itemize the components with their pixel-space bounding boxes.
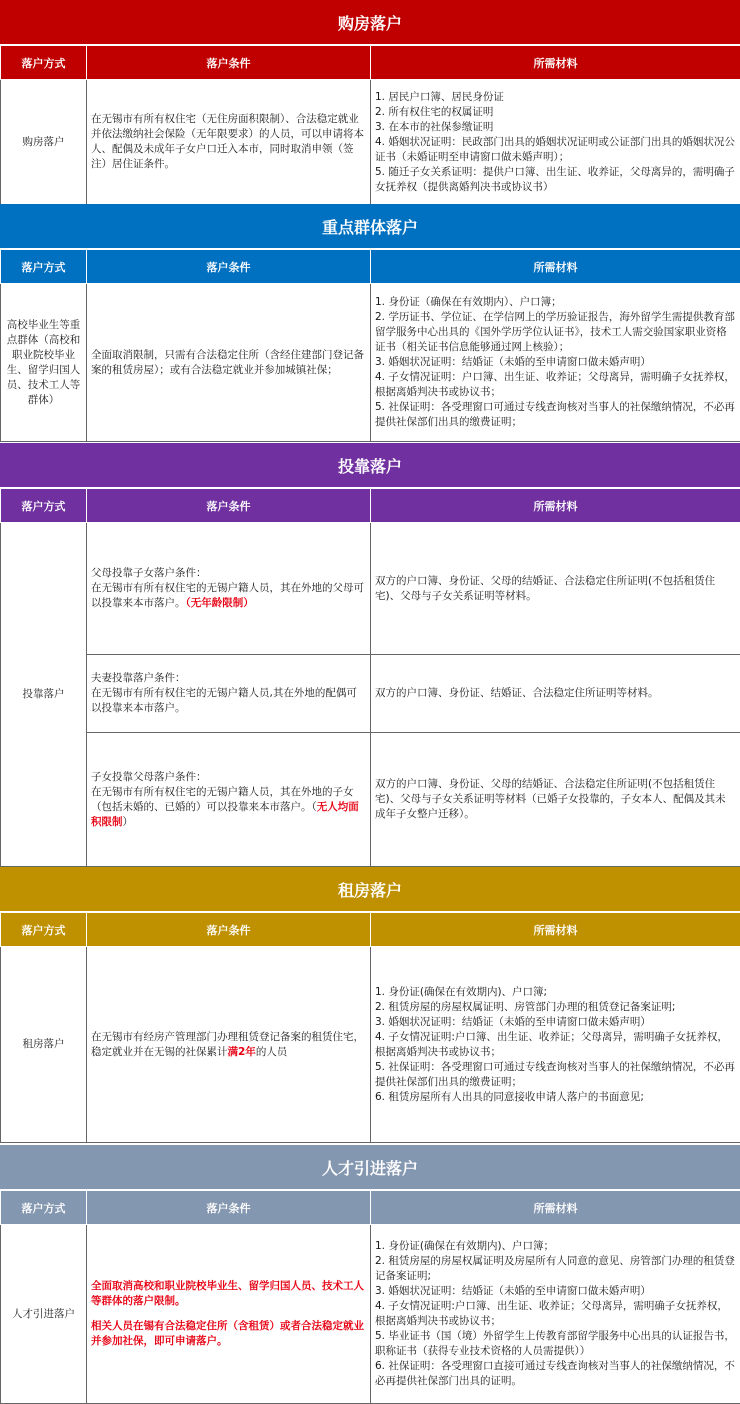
method-cell: 购房落户 — [1, 80, 87, 205]
material-line: 3. 在本市的社保参缴证明 — [375, 120, 494, 133]
header-condition: 落户条件 — [87, 913, 371, 947]
material-line: 5. 社保证明：各受理窗口可通过专线查询核对当事人的社保缴纳情况，不必再提供社保部们出具的缴费证明； — [375, 1060, 735, 1088]
condition-intro: 父母投靠子女落户条件： — [91, 567, 207, 579]
condition-intro: 夫妻投靠落户条件： — [91, 672, 186, 684]
condition-highlight: 无人均面积限制 — [91, 800, 359, 828]
method-cell: 投靠落户 — [1, 523, 87, 867]
material-line: 5. 社保证明：各受理窗口可通过专线查询核对当事人的社保缴纳情况，不必再提供社保部们出具的缴费证明； — [375, 401, 735, 428]
condition-text: 在无锡市有所有权住宅的无锡户籍人员，其在外地的父母可以投靠来本市落户。 — [91, 582, 364, 609]
header-condition: 落户条件 — [87, 250, 371, 284]
section-dependent — [0, 443, 740, 867]
header-method: 落户方式 — [1, 913, 87, 947]
table-row — [1, 523, 740, 655]
section-title: 投靠落户 — [0, 443, 740, 488]
materials-cell — [371, 284, 740, 442]
material-line: 2. 租赁房屋的房屋权属证明、房管部门办理的租赁登记备案证明; — [375, 1000, 676, 1013]
condition-text: 在无锡市有经房产管理部门办理租赁登记备案的租赁住宅，稳定就业并在无锡的社保累计 — [91, 1030, 364, 1058]
condition-highlight: 相关人员在锡有合法稳定住所（含租赁）或者合法稳定就业并参加社保，即可申请落户。 — [91, 1320, 364, 1347]
material-line: 1. 居民户口簿、居民身份证 — [375, 90, 504, 103]
header-row — [1, 250, 740, 284]
materials-cell: 双方的户口簿、身份证、父母的结婚证、合法稳定住所证明(不包括租赁住宅)、父母与子女关系证明等材料。 — [371, 523, 740, 655]
material-line: 2. 租赁房屋的房屋权属证明及房屋所有人同意的意见、房管部门办理的租赁登记备案证明; — [375, 1255, 735, 1282]
header-method: 落户方式 — [1, 46, 87, 80]
header-materials: 所需材料 — [371, 46, 740, 80]
policy-table — [0, 912, 740, 1143]
method-cell: 人才引进落户 — [1, 1225, 87, 1404]
material-line: 3. 婚姻状况证明：结婚证（未婚的至申请窗口做未婚声明） — [375, 1015, 651, 1028]
table-row — [1, 655, 740, 733]
policy-table — [0, 45, 740, 205]
header-materials: 所需材料 — [371, 1191, 740, 1225]
material-line: 5. 毕业证书（国（境）外留学生上传教育部留学服务中心出具的认证报告书，职称证书（获得专业技术资格的人员需提供）） — [375, 1330, 735, 1357]
section-rental — [0, 867, 740, 1143]
material-line: 2. 所有权住宅的权属证明 — [375, 105, 494, 118]
condition-cell — [87, 733, 371, 867]
header-row — [1, 46, 740, 80]
header-method: 落户方式 — [1, 489, 87, 523]
table-row — [1, 1225, 740, 1404]
materials-cell — [371, 1225, 740, 1404]
material-line: 5. 随迁子女关系证明：提供户口簿、出生证、收养证，父母离异的，需明确子女抚养权（提供离婚判决书或协议书） — [375, 165, 735, 193]
condition-cell: 全面取消限制，只需有合法稳定住所（含经住建部门登记备案的租赁房屋）；或有合法稳定就业并参加城镇社保； — [87, 284, 371, 442]
header-condition: 落户条件 — [87, 489, 371, 523]
material-line: 1. 身份证(确保在有效期内)、户口簿； — [375, 1240, 555, 1252]
header-condition: 落户条件 — [87, 46, 371, 80]
section-title: 人才引进落户 — [0, 1145, 740, 1190]
header-row — [1, 489, 740, 523]
section-title: 租房落户 — [0, 867, 740, 912]
material-line: 3. 婚姻状况证明：结婚证（未婚的至申请窗口做未婚声明） — [375, 1285, 651, 1297]
materials-cell — [371, 80, 740, 205]
policy-table — [0, 488, 740, 867]
condition-tail: 的人员 — [255, 1045, 288, 1058]
condition-cell — [87, 947, 371, 1143]
policy-table — [0, 249, 740, 442]
condition-highlight: 全面取消高校和职业院校毕业生、留学归国人员、技术工人等群体的落户限制。 — [91, 1280, 364, 1307]
condition-tail: ） — [122, 815, 133, 828]
condition-text: 在无锡市有所有权住宅的无锡户籍人员,其在外地的配偶可以投靠来本市落户。 — [91, 687, 357, 714]
header-row — [1, 1191, 740, 1225]
condition-text: 在无锡市有所有权住宅的无锡户籍人员，其在外地的子女（包括未婚的、已婚的）可以投靠来本市落户。（ — [91, 785, 354, 813]
header-row — [1, 913, 740, 947]
header-materials: 所需材料 — [371, 489, 740, 523]
material-line: 4. 子女情况证明:户口簿、出生证、收养证；父母离异，需明确子女抚养权，根据离婚判决书或协议书； — [375, 1300, 728, 1327]
materials-cell: 双方的户口簿、身份证、父母的结婚证、合法稳定住所证明(不包括租赁住宅)、父母与子女关系证明等材料（已婚子女投靠的，子女本人、配偶及其未成年子女整户迁移）。 — [371, 733, 740, 867]
condition-cell — [87, 655, 371, 733]
material-line: 2. 学历证书、学位证、在学信网上的学历验证报告，海外留学生需提供教育部留学服务中心出具的《国外学历学位认证书》，技术工人需交验国家职业资格证书（相关证书信息能够通过网上核验）； — [375, 311, 735, 353]
material-line: 6. 租赁房屋所有人出具的同意接收申请人落户的书面意见; — [375, 1090, 644, 1103]
condition-intro: 子女投靠父母落户条件： — [91, 770, 207, 783]
section-key-groups — [0, 204, 740, 442]
condition-cell: 在无锡市有所有权住宅（无住房面积限制）、合法稳定就业并依法缴纳社会保险（无年限要求）的人员，可以申请将本人、配偶及未成年子女户口迁入本市，同时取消申领（签注）居住证条件。 — [87, 80, 371, 205]
condition-cell — [87, 1225, 371, 1404]
material-line: 3. 婚姻状况证明：结婚证（未婚的至申请窗口做未婚声明） — [375, 356, 651, 368]
table-row — [1, 947, 740, 1143]
policy-table — [0, 1190, 740, 1404]
table-row — [1, 733, 740, 867]
paragraph-spacer — [91, 1309, 366, 1319]
header-method: 落户方式 — [1, 1191, 87, 1225]
section-title: 重点群体落户 — [0, 204, 740, 249]
material-line: 6. 社保证明：各受理窗口直接可通过专线查询核对当事人的社保缴纳情况，不必再提供社保部门出具的证明。 — [375, 1360, 735, 1387]
header-materials: 所需材料 — [371, 250, 740, 284]
material-line: 4. 子女情况证明:户口簿、出生证、收养证；父母离异，需明确子女抚养权，根据离婚判决书或协议书； — [375, 1030, 728, 1058]
materials-cell: 双方的户口簿、身份证、结婚证、合法稳定住所证明等材料。 — [371, 655, 740, 733]
section-purchase — [0, 0, 740, 205]
condition-highlight: （无年龄限制） — [185, 597, 254, 609]
header-materials: 所需材料 — [371, 913, 740, 947]
method-cell: 租房落户 — [1, 947, 87, 1143]
header-method: 落户方式 — [1, 250, 87, 284]
materials-cell — [371, 947, 740, 1143]
condition-cell — [87, 523, 371, 655]
header-condition: 落户条件 — [87, 1191, 371, 1225]
material-line: 1. 身份证（确保在有效期内）、户口簿； — [375, 296, 562, 308]
material-line: 1. 身份证(确保在有效期内)、户口簿; — [375, 985, 548, 998]
material-line: 4. 子女情况证明：户口簿、出生证、收养证；父母离异，需明确子女抚养权，根据离婚判决书或协议书； — [375, 371, 735, 398]
material-line: 4. 婚姻状况证明：民政部门出具的婚姻状况证明或公证部门出具的婚姻状况公证书（未婚证明至申请窗口做未婚声明）； — [375, 135, 735, 163]
table-row — [1, 284, 740, 442]
table-row — [1, 80, 740, 205]
condition-highlight: 满2年 — [227, 1045, 256, 1058]
section-talent — [0, 1145, 740, 1404]
method-cell: 高校毕业生等重点群体（高校和职业院校毕业生、留学归国人员、技术工人等群体） — [1, 284, 87, 442]
section-title: 购房落户 — [0, 0, 740, 45]
